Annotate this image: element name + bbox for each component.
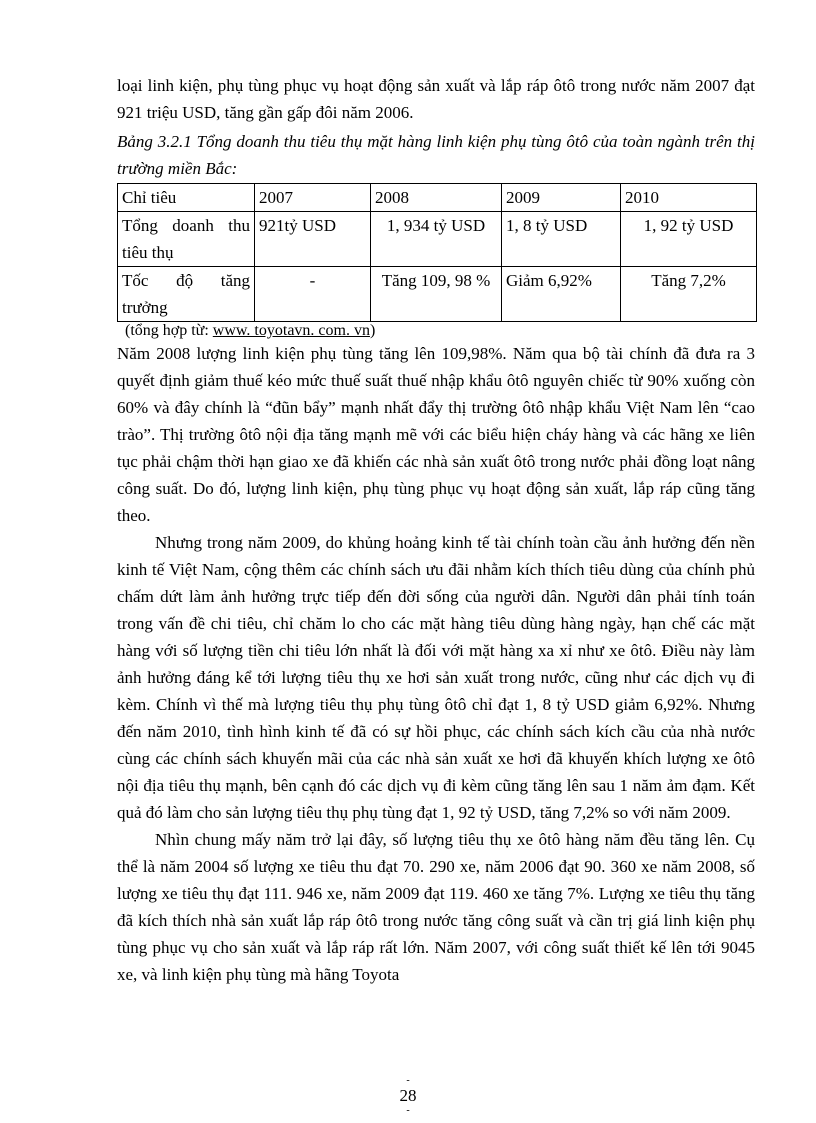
cell-growth-2009: Giảm 6,92%: [502, 267, 621, 322]
cell-growth-2007: -: [255, 267, 371, 322]
header-cell-2009: 2009: [502, 184, 621, 212]
source-suffix: ): [369, 322, 376, 339]
footer-dash-bottom: -: [406, 1105, 410, 1116]
page-footer: [0, 1076, 816, 1116]
paragraph-intro: loại linh kiện, phụ tùng phục vụ hoạt động sản xuất và lắp ráp ôtô trong nước năm 2007 đạt 921 triệu USD, tăng gần gấp đôi năm 2006.: [117, 76, 755, 122]
cell-revenue-2009: 1, 8 tỷ USD: [502, 212, 621, 267]
cell-revenue-2007: 921tỷ USD: [255, 212, 371, 267]
header-cell-indicator: Chỉ tiêu: [118, 184, 255, 212]
header-cell-2008: 2008: [371, 184, 502, 212]
table-row: [118, 267, 757, 322]
revenue-table: [117, 183, 757, 322]
cell-revenue-2008: 1, 934 tỷ USD: [371, 212, 502, 267]
table-source: [117, 322, 755, 340]
cell-growth-2008: Tăng 109, 98 %: [371, 267, 502, 322]
document-page: [117, 72, 755, 988]
header-cell-2010: 2010: [621, 184, 757, 212]
paragraph-overview: Nhìn chung mấy năm trở lại đây, số lượng tiêu thụ xe ôtô hàng năm đều tăng lên. Cụ thể là năm 2004 số lượng xe tiêu thu đạt 70. 290 xe, năm 2006 đạt 90. 360 xe năm 2008, số lượng xe tiêu thụ đạt 111. 946 xe, năm 2009 đạt 119. 460 xe tăng 7%. Lượng xe tiêu thụ tăng đã kích thích nhà sản xuất lắp ráp ôtô trong nước tăng công suất và cần trị giá linh kiện phụ tùng phục vụ cho sản xuất và lắp ráp rất lớn. Năm 2007, với công suất thiết kế lên tới 9045 xe, và linh kiện phụ tùng mà hãng Toyota: [117, 830, 755, 984]
cell-revenue-2010: 1, 92 tỷ USD: [621, 212, 757, 267]
table-row: [118, 212, 757, 267]
cell-growth-2010: Tăng 7,2%: [621, 267, 757, 322]
paragraph-2008: Năm 2008 lượng linh kiện phụ tùng tăng lên 109,98%. Năm qua bộ tài chính đã đưa ra 3 quyết định giảm thuế kéo mức thuế suất thuế nhập khẩu ôtô nguyên chiếc từ 90% xuống còn 60% và đây chính là “đũn bẩy” mạnh nhất đẩy thị trường ôtô nhập khẩu Việt Nam lên “cao trào”. Thị trường ôtô nội địa tăng mạnh mẽ với các biểu hiện cháy hàng và các hãng xe liên tục phải chậm thời hạn giao xe đã khiến các nhà sản xuất ôtô trong nước phải đồng loạt nâng công suất. Do đó, lượng linh kiện, phụ tùng phục vụ hoạt động sản xuất, lắp ráp cũng tăng theo.: [117, 344, 755, 525]
header-cell-2007: 2007: [255, 184, 371, 212]
table-caption: Bảng 3.2.1 Tổng doanh thu tiêu thụ mặt hàng linh kiện phụ tùng ôtô của toàn ngành trên thị trường miền Bắc:: [117, 132, 755, 178]
footer-dash-top: -: [406, 1075, 410, 1086]
paragraph-2009-2010: Nhưng trong năm 2009, do khủng hoảng kinh tế tài chính toàn cầu ảnh hưởng đến nền kinh tế Việt Nam, cộng thêm các chính sách ưu đãi nhằm kích thích tiêu dùng của chính phủ chấm dứt làm ảnh hưởng trực tiếp đến đời sống của người dân. Người dân phải tính toán trong vấn đề chi tiêu, chỉ chăm lo cho các mặt hàng tiêu dùng hàng ngày, hạn chế các mặt hàng với số lượng tiền chi tiêu lớn nhất là đối với mặt hàng xa xỉ như xe ôtô. Điều này làm ảnh hưởng đáng kể tới lượng tiêu thụ xe hơi sản xuất trong nước, cũng như các dịch vụ đi kèm. Chính vì thế mà lượng tiêu thụ phụ tùng ôtô chỉ đạt 1, 8 tỷ USD giảm 6,92%. Nhưng đến năm 2010, tình hình kinh tế đã có sự hồi phục, các chính sách kích cầu của nhà nước cùng các chính sách khuyến mãi của các nhà sản xuất xe hơi đã khuyến khích lượng xe ôtô nội địa tiêu thụ mạnh, bên cạnh đó các dịch vụ đi kèm cũng tăng lên sau 1 năm ảm đạm. Kết quả đó làm cho sản lượng tiêu thụ phụ tùng đạt 1, 92 tỷ USD, tăng 7,2% so với năm 2009.: [117, 533, 755, 822]
table-header-row: [118, 184, 757, 212]
page-number: 28: [399, 1086, 417, 1105]
source-link[interactable]: www. toyotavn. com. vn: [212, 322, 370, 339]
source-prefix: (tổng hợp từ:: [125, 322, 213, 339]
row-label-revenue: Tổng doanh thu tiêu thụ: [118, 212, 255, 267]
row-label-growth: Tốc độ tăng trưởng: [118, 267, 255, 322]
